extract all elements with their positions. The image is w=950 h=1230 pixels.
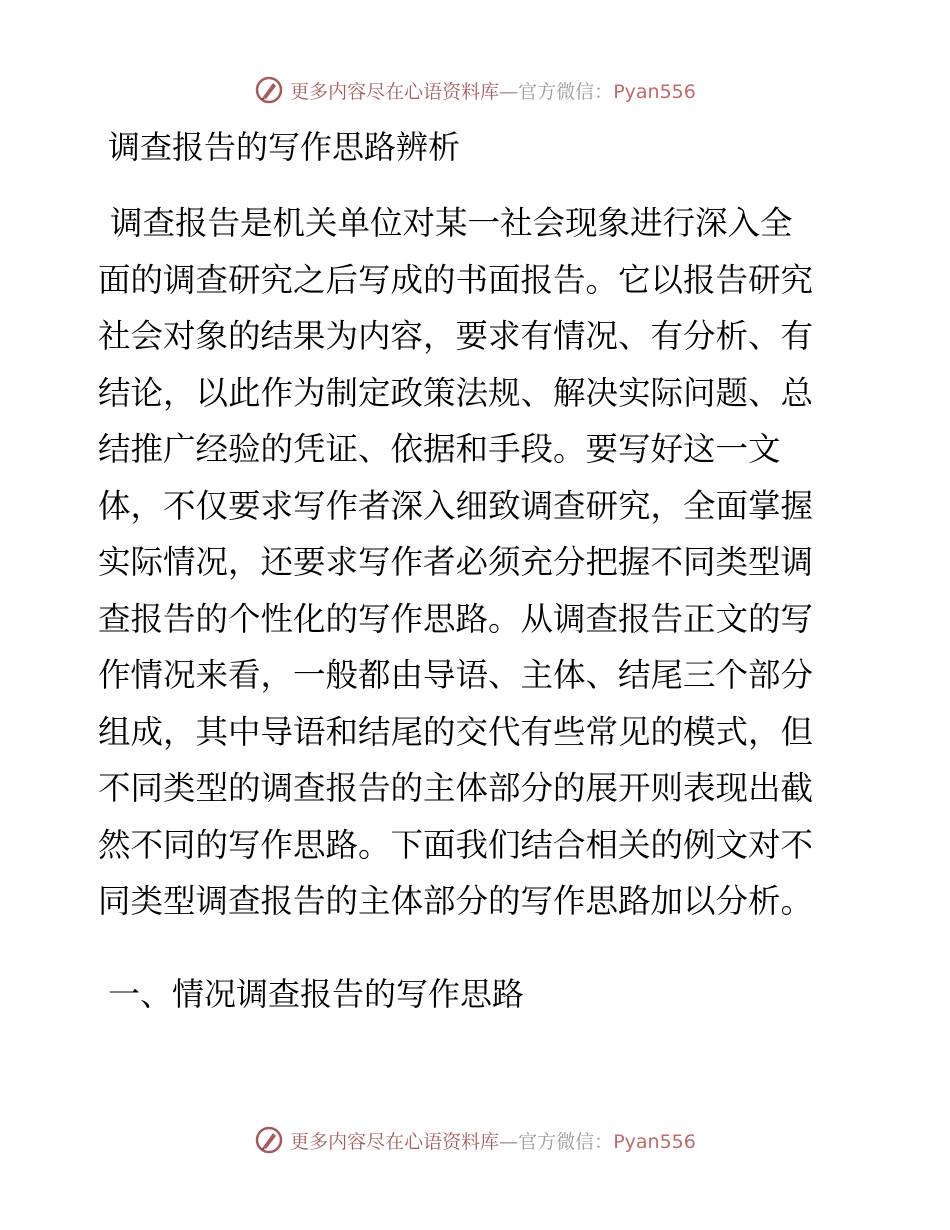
pen-nib-logo-icon (254, 75, 284, 105)
footer-watermark-banner (0, 1120, 950, 1160)
header-watermark-banner (0, 70, 950, 110)
paragraph-line: 查报告的个性化的写作思路。从调查报告正文的写 (98, 599, 814, 638)
paragraph-line: 社会对象的结果为内容，要求有情况、有分析、有 (98, 317, 814, 355)
paragraph-line: 面的调查研究之后写成的书面报告。它以报告研究 (98, 260, 814, 299)
paragraph-line: 组成，其中导语和结尾的交代有些常见的模式，但 (98, 712, 814, 751)
pen-nib-logo-icon (254, 1125, 284, 1155)
watermark-wechat-label: 官方微信： (518, 1130, 614, 1153)
watermark-wechat-id: Pyan556 (613, 80, 696, 103)
paragraph-line: 体，不仅要求写作者深入细致调查研究，全面掌握 (98, 486, 814, 525)
paragraph-line: 结推广经验的凭证、依据和手段。要写好这一文 (98, 430, 781, 468)
paragraph-line: 作情况来看，一般都由导语、主体、结尾三个部分 (98, 656, 814, 694)
paragraph-line: 不同类型的调查报告的主体部分的展开则表现出截 (98, 769, 814, 807)
watermark-text (290, 1127, 696, 1154)
paragraph-line: 同类型调查报告的主体部分的写作思路加以分析。 (98, 882, 814, 920)
paragraph-line: 实际情况，还要求写作者必须充分把握不同类型调 (98, 543, 814, 581)
paragraph-line: 调查报告是机关单位对某一社会现象进行深入全 (110, 204, 793, 242)
watermark-main-text: 更多内容尽在心语资料库 (290, 80, 500, 103)
paragraph-line: 然不同的写作思路。下面我们结合相关的例文对不 (98, 825, 814, 864)
watermark-wechat-label: 官方微信： (518, 80, 614, 103)
watermark-separator: — (499, 80, 519, 103)
section-heading: 一、情况调查报告的写作思路 (108, 975, 525, 1013)
watermark-text (290, 77, 696, 104)
watermark-main-text: 更多内容尽在心语资料库 (290, 1130, 500, 1153)
watermark-wechat-id: Pyan556 (613, 1130, 696, 1153)
watermark-separator: — (499, 1130, 519, 1153)
paragraph-line: 结论，以此作为制定政策法规、解决实际问题、总 (98, 373, 814, 412)
document-paragraph (98, 195, 858, 930)
document-title: 调查报告的写作思路辨析 (108, 128, 461, 166)
